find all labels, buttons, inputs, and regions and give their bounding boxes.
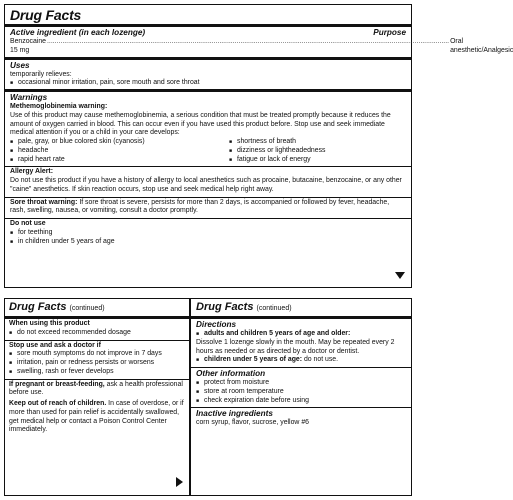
uses-intro: temporarily relieves: xyxy=(10,70,72,78)
list-item: ■ rapid heart rate xyxy=(10,156,229,165)
list-item: ■ fatigue or lack of energy xyxy=(229,156,406,165)
list-item: ■ headache xyxy=(10,147,229,156)
list-item: ■ check expiration date before using xyxy=(196,397,406,406)
pregnancy-warning xyxy=(9,381,185,399)
children-text: do not use. xyxy=(303,356,339,364)
uses-header: Uses xyxy=(10,60,30,70)
list-item: ■ sore mouth symptoms do not improve in 7 days xyxy=(9,350,185,359)
panel-title xyxy=(196,301,406,315)
inactive-ingredients-text: corn syrup, flavor, sucrose, yellow #6 xyxy=(196,419,309,427)
divider xyxy=(5,316,189,319)
children-header: children under 5 years of age: xyxy=(204,356,303,364)
list-item: ■ do not exceed recommended dosage xyxy=(9,329,185,338)
list-item: ■ protect from moisture xyxy=(196,379,406,388)
stop-use-list xyxy=(9,350,185,376)
uses-list xyxy=(10,79,406,88)
divider xyxy=(5,57,411,60)
list-item: ■ occasional minor irritation, pain, sore mouth and sore throat xyxy=(10,79,406,88)
divider xyxy=(191,316,411,319)
sore-throat-warning xyxy=(10,199,406,217)
warnings-header: Warnings xyxy=(10,93,48,103)
keep-out-text: In case of overdose, or if more than used for pain relief is accidentally swallowed, get medical help or contact a Poison Control Center immediately. xyxy=(9,400,184,434)
when-using-list xyxy=(9,329,185,338)
divider xyxy=(5,379,189,380)
symptom-list xyxy=(10,138,406,164)
panel-title xyxy=(9,301,185,315)
active-header-row xyxy=(10,28,406,38)
divider xyxy=(5,24,411,27)
drug-facts-right-panel xyxy=(190,298,412,496)
directions-list xyxy=(196,330,406,339)
methemoglobinemia-text: Use of this product may cause methemoglobinemia, a serious condition that must be treated promptly because it reduces the amount of oxygen carried in blood. This can occur even if you have used this product before. Stop use and seek immediate medical attention if you or a child in your care develops: xyxy=(10,111,391,137)
continue-right-arrow-icon xyxy=(176,477,183,487)
do-not-use-header: Do not use xyxy=(10,220,46,228)
list-item: ■ in children under 5 years of age xyxy=(10,238,406,247)
continued-label: (continued) xyxy=(69,305,105,312)
divider xyxy=(5,166,411,167)
other-information-header: Other information xyxy=(196,369,266,379)
list-item xyxy=(196,356,406,365)
active-ingredient-name: Benzocaine 15 mg xyxy=(10,38,47,54)
divider xyxy=(5,218,411,219)
keep-out-header: Keep out of reach of children. xyxy=(9,400,107,408)
divider xyxy=(191,367,411,368)
list-item: ■ dizziness or lightheadedness xyxy=(229,147,406,156)
drug-facts-left-panel xyxy=(4,298,190,496)
panel-title-text: Drug Facts xyxy=(196,301,254,313)
list-item: ■ irritation, pain or redness persists or worsens xyxy=(9,359,185,368)
methemoglobinemia-header: Methemoglobinemia warning: xyxy=(10,103,108,111)
inactive-ingredients-header: Inactive ingredients xyxy=(196,409,273,419)
pregnancy-header: If pregnant or breast-feeding, xyxy=(9,380,105,388)
list-item: ■ pale, gray, or blue colored skin (cyanosis) xyxy=(10,138,229,147)
list-item: ■ for teething xyxy=(10,229,406,238)
directions-list-children xyxy=(196,356,406,365)
sore-throat-header: Sore throat warning: xyxy=(10,198,78,206)
list-item: ■ store at room temperature xyxy=(196,388,406,397)
list-item xyxy=(196,330,406,339)
do-not-use-list xyxy=(10,229,406,247)
when-using-header: When using this product xyxy=(9,320,90,327)
drug-facts-main-panel xyxy=(4,4,513,288)
directions-header: Directions xyxy=(196,320,237,329)
pregnancy-text: ask a health professional before use. xyxy=(9,380,183,397)
list-item: ■ swelling, rash or fever develops xyxy=(9,368,185,377)
active-ingredient-header: Active ingredient (in each lozenge) xyxy=(10,28,146,37)
purpose-header: Purpose xyxy=(373,28,406,37)
divider xyxy=(191,407,411,408)
sore-throat-text: If sore throat is severe, persists for more than 2 days, is accompanied or followed by fever, headache, rash, swelling, nausea, or vomiting, consult a doctor promptly. xyxy=(10,198,390,215)
adults-text: Dissolve 1 lozenge slowly in the mouth. May be repeated every 2 hours as needed or as directed by a doctor or dentist. xyxy=(196,338,395,355)
other-information-list xyxy=(196,379,406,405)
continued-label: (continued) xyxy=(256,305,292,312)
panel-title-text: Drug Facts xyxy=(9,301,67,313)
divider xyxy=(5,197,411,198)
dot-leader: .................................................................................................................................................................................................................. xyxy=(47,38,450,45)
allergy-alert-header: Allergy Alert: xyxy=(10,168,54,176)
list-item: ■ shortness of breath xyxy=(229,138,406,147)
adults-header: adults and children 5 years of age and older: xyxy=(204,330,351,337)
active-ingredient-purpose: Oral anesthetic/Analgesic xyxy=(450,38,513,54)
allergy-alert-text: Do not use this product if you have a history of allergy to local anesthetics such as procaine, butacaine, benzocaine, or any other "caine" anesthetics. If skin reaction occurs, stop use and seek medical help right away. xyxy=(10,177,402,193)
continue-down-arrow-icon xyxy=(395,272,405,279)
divider xyxy=(5,340,189,341)
panel-title: Drug Facts xyxy=(10,7,82,23)
keep-out-warning xyxy=(9,400,185,435)
active-ingredient-row xyxy=(10,38,513,56)
divider xyxy=(5,89,411,92)
stop-use-header: Stop use and ask a doctor if xyxy=(9,341,101,349)
